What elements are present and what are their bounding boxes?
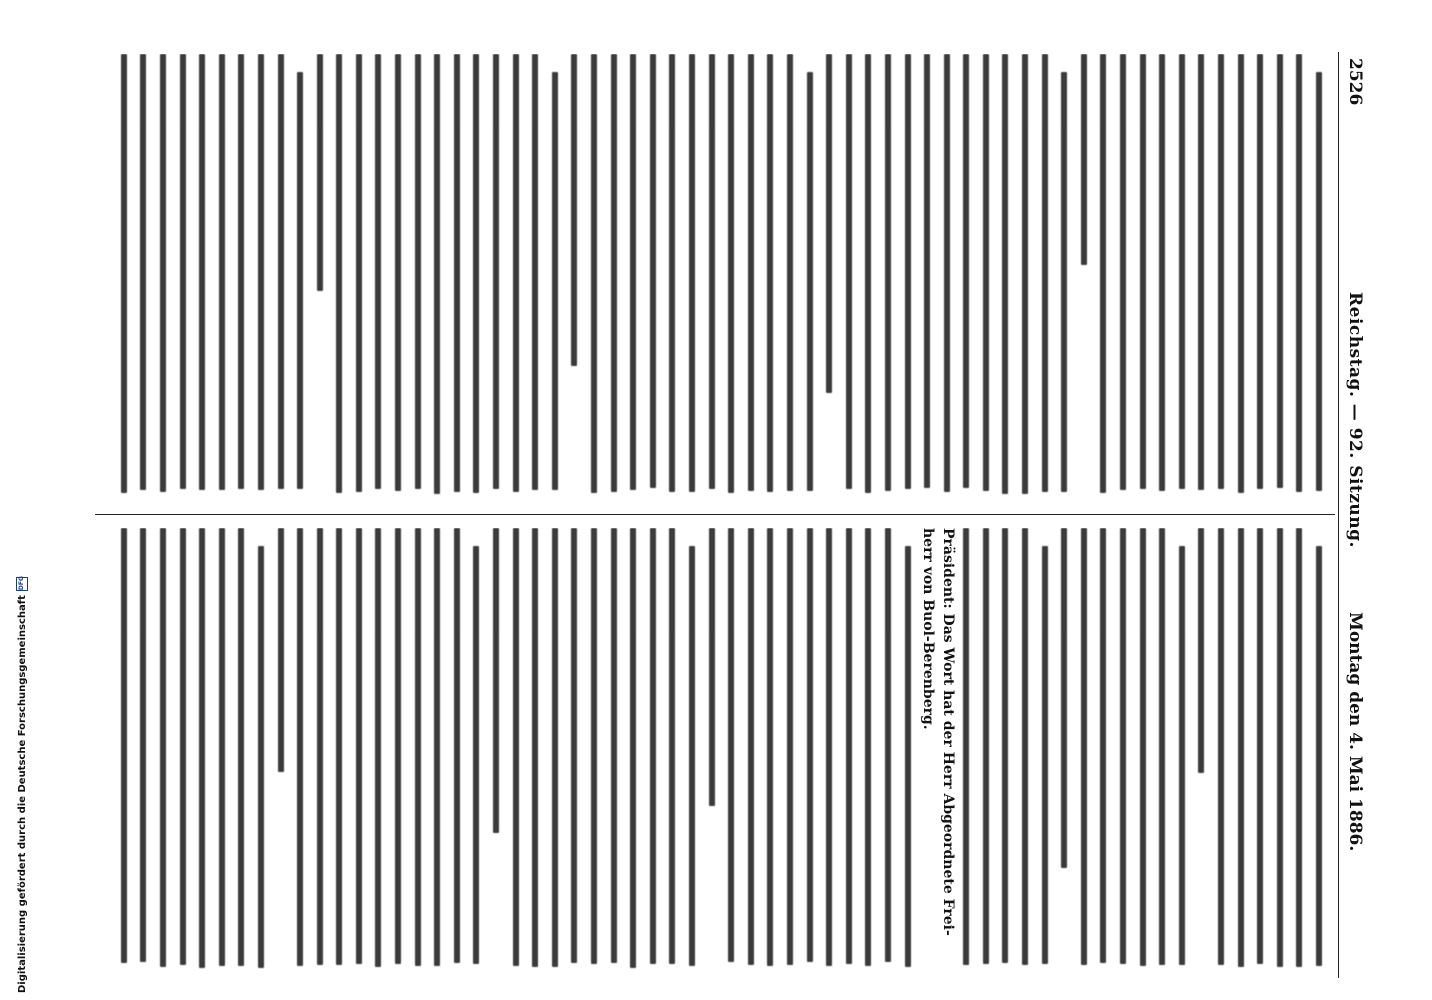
text-line bbox=[722, 528, 742, 976]
text-line bbox=[800, 54, 820, 502]
text-line bbox=[565, 528, 585, 976]
text-line bbox=[1055, 54, 1075, 502]
text-line bbox=[1094, 54, 1114, 502]
text-line bbox=[408, 528, 428, 976]
text-line bbox=[330, 528, 350, 976]
text-line bbox=[447, 528, 467, 976]
text-line bbox=[1094, 528, 1114, 976]
text-line bbox=[193, 54, 213, 502]
text-line bbox=[134, 528, 154, 976]
text-line bbox=[467, 528, 487, 976]
text-line bbox=[878, 54, 898, 502]
text-line bbox=[741, 528, 761, 976]
text-line bbox=[271, 528, 291, 976]
text-line bbox=[545, 54, 565, 502]
text-line bbox=[291, 528, 311, 976]
text-line bbox=[761, 528, 781, 976]
text-line bbox=[996, 54, 1016, 502]
right-column bbox=[95, 528, 1329, 976]
text-line bbox=[330, 54, 350, 502]
text-line bbox=[722, 54, 742, 502]
president-speech-line-2: herr von Buol-Berenberg. bbox=[920, 528, 937, 730]
column-rule bbox=[95, 514, 1335, 515]
text-line bbox=[565, 54, 585, 502]
text-line bbox=[624, 54, 644, 502]
text-line bbox=[369, 528, 389, 976]
text-line bbox=[506, 54, 526, 502]
text-line bbox=[820, 528, 840, 976]
digitization-text: Digitalisierung gefördert durch die Deutsche Forschungsgemeinschaft bbox=[17, 595, 28, 993]
digitization-note bbox=[16, 577, 29, 993]
text-line bbox=[232, 528, 252, 976]
text-line bbox=[1309, 54, 1329, 502]
text-line bbox=[1251, 528, 1271, 976]
text-line bbox=[1270, 54, 1290, 502]
text-line bbox=[663, 528, 683, 976]
text-line bbox=[584, 54, 604, 502]
text-line bbox=[173, 528, 193, 976]
text-line bbox=[918, 54, 938, 502]
text-line bbox=[173, 54, 193, 502]
text-line bbox=[800, 528, 820, 976]
text-line bbox=[741, 54, 761, 502]
text-line bbox=[996, 528, 1016, 976]
text-line bbox=[859, 528, 879, 976]
text-line bbox=[526, 528, 546, 976]
text-line bbox=[389, 54, 409, 502]
text-line bbox=[898, 528, 918, 976]
text-line bbox=[1270, 528, 1290, 976]
right-column-text-before bbox=[957, 528, 1329, 976]
text-line bbox=[486, 54, 506, 502]
text-line bbox=[153, 54, 173, 502]
text-line bbox=[1192, 54, 1212, 502]
text-line bbox=[624, 528, 644, 976]
text-line bbox=[859, 54, 879, 502]
text-line bbox=[643, 528, 663, 976]
text-line bbox=[663, 54, 683, 502]
text-line bbox=[114, 528, 134, 976]
text-line bbox=[428, 528, 448, 976]
text-line bbox=[839, 54, 859, 502]
header-rule bbox=[1338, 52, 1339, 978]
text-line bbox=[114, 54, 134, 502]
text-line bbox=[251, 528, 271, 976]
text-line bbox=[447, 54, 467, 502]
text-line bbox=[839, 528, 859, 976]
text-line bbox=[1153, 528, 1173, 976]
page-title: Reichstag. — 92. Sitzung. bbox=[1345, 292, 1365, 548]
text-line bbox=[153, 528, 173, 976]
page-number: 2526 bbox=[1345, 58, 1365, 106]
text-line bbox=[957, 54, 977, 502]
text-line bbox=[134, 54, 154, 502]
text-line bbox=[1192, 528, 1212, 976]
text-line bbox=[1113, 528, 1133, 976]
text-line bbox=[428, 54, 448, 502]
left-column bbox=[95, 54, 1329, 502]
text-line bbox=[1074, 528, 1094, 976]
text-line bbox=[349, 54, 369, 502]
text-line bbox=[1035, 528, 1055, 976]
text-line bbox=[212, 528, 232, 976]
text-line bbox=[780, 528, 800, 976]
text-line bbox=[584, 528, 604, 976]
text-line bbox=[1055, 528, 1075, 976]
text-line bbox=[702, 54, 722, 502]
text-line bbox=[349, 528, 369, 976]
text-line bbox=[1133, 528, 1153, 976]
text-line bbox=[1172, 54, 1192, 502]
text-line bbox=[878, 528, 898, 976]
text-line bbox=[898, 54, 918, 502]
president-speech-line: Präsident: Das Wort hat der Herr Abgeordnete Frei- bbox=[939, 528, 956, 936]
text-line bbox=[486, 528, 506, 976]
text-line bbox=[1290, 528, 1310, 976]
text-line bbox=[271, 54, 291, 502]
text-line bbox=[702, 528, 722, 976]
text-line bbox=[212, 54, 232, 502]
text-line bbox=[976, 54, 996, 502]
text-line bbox=[526, 54, 546, 502]
text-line bbox=[545, 528, 565, 976]
dfg-logo-icon: DFG bbox=[16, 577, 28, 591]
text-line bbox=[1211, 528, 1231, 976]
text-line bbox=[1309, 528, 1329, 976]
text-line bbox=[291, 54, 311, 502]
text-line bbox=[780, 54, 800, 502]
text-line bbox=[1153, 54, 1173, 502]
text-line bbox=[761, 54, 781, 502]
session-date: Montag den 4. Mai 1886. bbox=[1345, 612, 1365, 852]
right-column-text-after bbox=[114, 528, 917, 976]
text-line bbox=[1016, 528, 1036, 976]
text-line bbox=[820, 54, 840, 502]
text-line bbox=[1113, 54, 1133, 502]
text-line bbox=[1211, 54, 1231, 502]
text-line bbox=[682, 528, 702, 976]
text-line bbox=[957, 528, 977, 976]
text-line bbox=[251, 54, 271, 502]
text-line bbox=[1251, 54, 1271, 502]
text-line bbox=[1035, 54, 1055, 502]
text-line bbox=[1074, 54, 1094, 502]
text-line bbox=[1133, 54, 1153, 502]
text-line bbox=[310, 528, 330, 976]
text-line bbox=[1290, 54, 1310, 502]
text-line bbox=[976, 528, 996, 976]
text-line bbox=[604, 54, 624, 502]
text-line bbox=[1016, 54, 1036, 502]
text-line bbox=[1172, 528, 1192, 976]
text-line bbox=[506, 528, 526, 976]
rotated-page-content bbox=[85, 52, 1375, 978]
text-line bbox=[193, 528, 213, 976]
text-line bbox=[369, 54, 389, 502]
text-line bbox=[232, 54, 252, 502]
text-line bbox=[1231, 54, 1251, 502]
text-line bbox=[467, 54, 487, 502]
text-line bbox=[408, 54, 428, 502]
text-line bbox=[682, 54, 702, 502]
text-line bbox=[389, 528, 409, 976]
text-line bbox=[643, 54, 663, 502]
text-line bbox=[1231, 528, 1251, 976]
text-line bbox=[604, 528, 624, 976]
text-line bbox=[310, 54, 330, 502]
text-line bbox=[937, 54, 957, 502]
